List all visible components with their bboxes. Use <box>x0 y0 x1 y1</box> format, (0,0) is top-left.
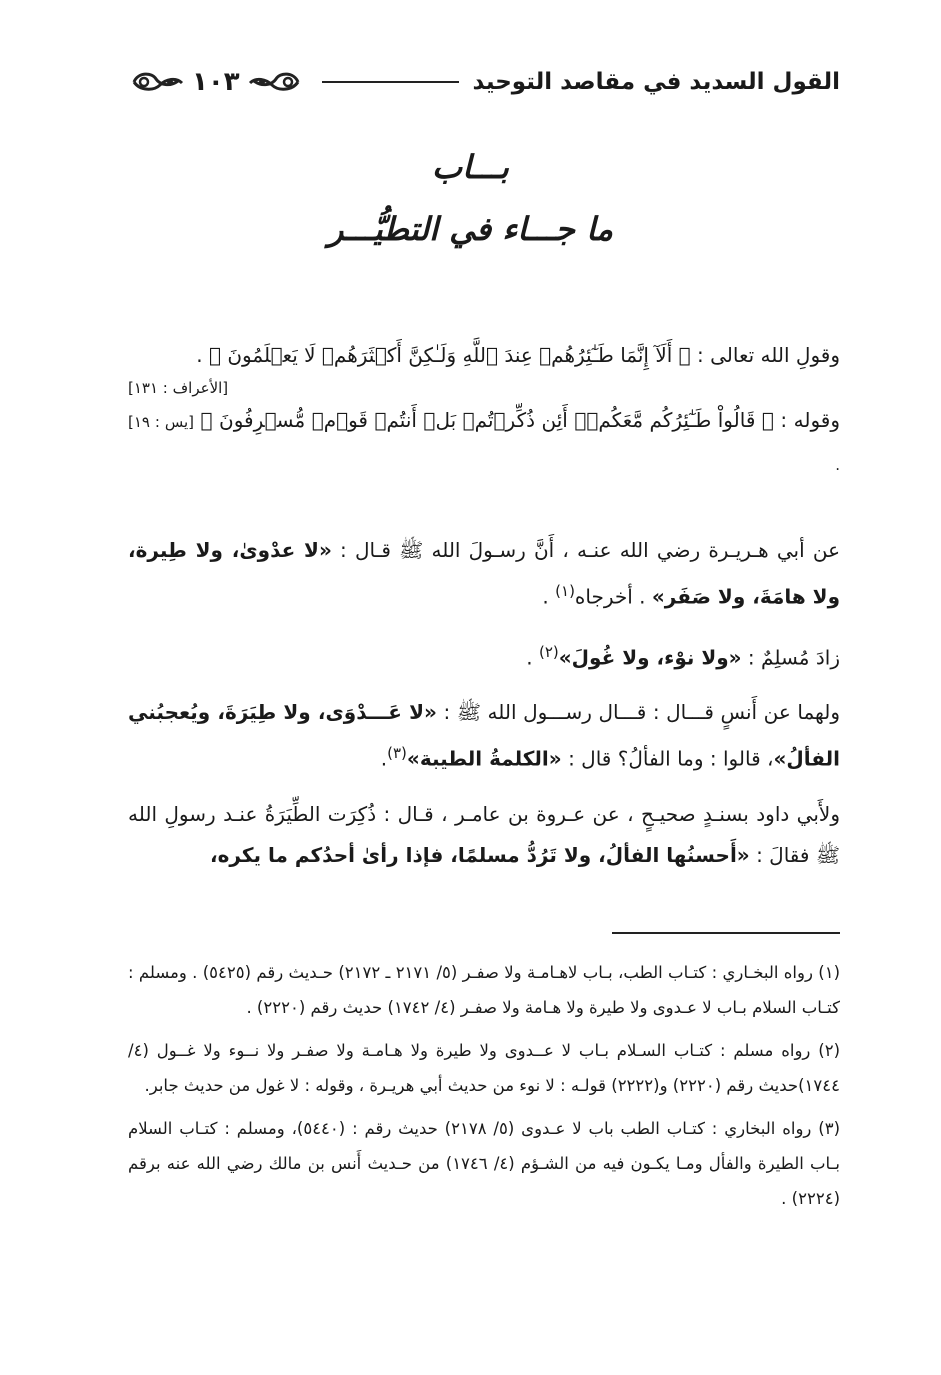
footnote-rule <box>612 932 840 934</box>
page-number-box <box>130 67 302 97</box>
p3-answer: «الكلمةُ الطيبة» <box>406 746 562 771</box>
book-title: القول السديد في مقاصد التوحيد <box>472 69 840 95</box>
p2-end: . <box>526 645 539 670</box>
verse-2 <box>128 400 840 486</box>
p3-text: ولهما عن أَنسٍ قـــال : قـــال رســـول الله ﷺ : <box>436 700 841 725</box>
ornament-right-icon <box>246 69 302 95</box>
footnote-ref-2: (٢) <box>538 642 559 661</box>
page-number: ١٠٣ <box>192 67 240 97</box>
verse-1-ref: [الأعراف : ١٣١] <box>128 379 229 397</box>
chapter-label: بـــاب <box>432 148 509 186</box>
footnotes <box>128 955 840 1224</box>
p1-hadith: «لا عدْوىٰ، ولا طِيرة، ولا هامَةَ، ولا صَفَر» <box>128 538 840 609</box>
paragraph-2 <box>128 632 840 679</box>
paragraph-4 <box>128 794 840 876</box>
p1-text: عن أبي هـريـرة رضي الله عنـه ، أَنَّ رسـولَ الله ﷺ قـال : <box>331 538 840 562</box>
footnote-2-text: رواه مسلم : كتـاب السـلام بـاب لا عــدوى ولا طيرة ولا هـامـة ولا صفـر ولا نــوء ولا غــول (٤/ ١٧٤٤)حديث رقم (٢٢٢٠) و(٢٢٢٢) قولـه : لا نوء من حديث أبي هريـرة ، وقوله : لا غول من حديث جابر. <box>128 1041 840 1095</box>
p3-end: . <box>380 746 388 771</box>
chapter-title: ما جـــاء في التطيُّـــر <box>328 210 613 248</box>
running-header <box>130 60 840 104</box>
verse-2-ref: [يس : ١٩] . <box>128 413 840 474</box>
footnote-3 <box>128 1111 840 1216</box>
header-rule <box>322 81 459 83</box>
paragraph-1 <box>128 530 840 618</box>
footnote-ref-1: (١) <box>555 582 575 600</box>
footnote-3-text: رواه البخاري : كتـاب الطب باب لا عـدوى (٥/ ٢١٧٨) حديث رقم : (٥٤٤٠)، ومسلم : كتـاب السلام بـاب الطيرة والفأل ومـا يكـون فيه من الشـؤم (٤/ ١٧٤٦) من حـديث أَنس بن مالك رضي الله عنه برقم (٢٢٢٤) . <box>128 1119 840 1208</box>
p2-text: زادَ مُسلِمٌ : <box>741 645 840 670</box>
verse-1-intro: وقولِ الله تعالى : <box>690 343 840 367</box>
footnote-ref-3: (٣) <box>387 744 407 763</box>
footnote-3-number: (٣) <box>818 1119 840 1138</box>
footnote-2-number: (٢) <box>818 1041 840 1060</box>
p3-question: ، قالوا : وما الفألُ؟ قال : <box>561 746 774 771</box>
verse-1 <box>128 335 840 376</box>
footnote-1-number: (١) <box>818 963 841 982</box>
verse-1-text: ﴿ أَلَآ إِنَّمَا طَـٰٓئِرُهُمۡ عِندَ ٱللَّهِ وَلَـٰكِنَّ أَكۡثَرَهُمۡ لَا يَعۡلَمُونَ ﴾ . <box>196 343 691 367</box>
p4-text: ولأَبي داود بسنـدٍ صحيـحٍ ، عن عـروة بن عامـر ، قـال : ذُكِرَت الطِّيَرَةُ عنـد رسولِ الله ﷺ فقالَ : <box>128 801 840 867</box>
footnote-1-text: رواه البخـاري : كتـاب الطب، بـاب لاهـامـة ولا صفـر (٥/ ٢١٧١ ـ ٢١٧٢) حـديث رقم (٥٤٢٥) . ومسلم : كتـاب السلام بـاب لا عـدوى ولا طيرة ولا هـامة ولا صفـر (٤/ ١٧٤٢) حديث رقم (٢٢٢٠) . <box>128 963 840 1017</box>
p2-hadith: «ولا نوْء، ولا غُولَ» <box>558 645 742 670</box>
ornament-left-icon <box>130 69 186 95</box>
paragraph-3 <box>128 692 840 780</box>
main-text <box>128 335 840 876</box>
p3-hadith: «لا عَـــدْوَى، ولا طِيَرَةَ، ويُعجبُني الفألُ» <box>128 700 840 771</box>
verse-2-text: ﴿ قَالُواْ طَـٰٓئِرُكُم مَّعَكُمۡۚ أَئِن ذُكِّرۡتُمۚ بَلۡ أَنتُمۡ قَوۡمٞ مُّسۡرِفُونَ ﴾ <box>200 408 774 432</box>
p4-hadith: «أَحسنُها الفألُ، ولا تَرُدُّ مسلمًا، فإذا رأىٰ أحدُكم ما يكره، <box>210 842 750 867</box>
footnote-2 <box>128 1033 840 1103</box>
p1-end: . <box>542 584 556 609</box>
verse-2-intro: وقوله : <box>773 408 840 432</box>
p1-source: . أخرجاه <box>574 584 652 609</box>
footnote-1 <box>128 955 840 1025</box>
